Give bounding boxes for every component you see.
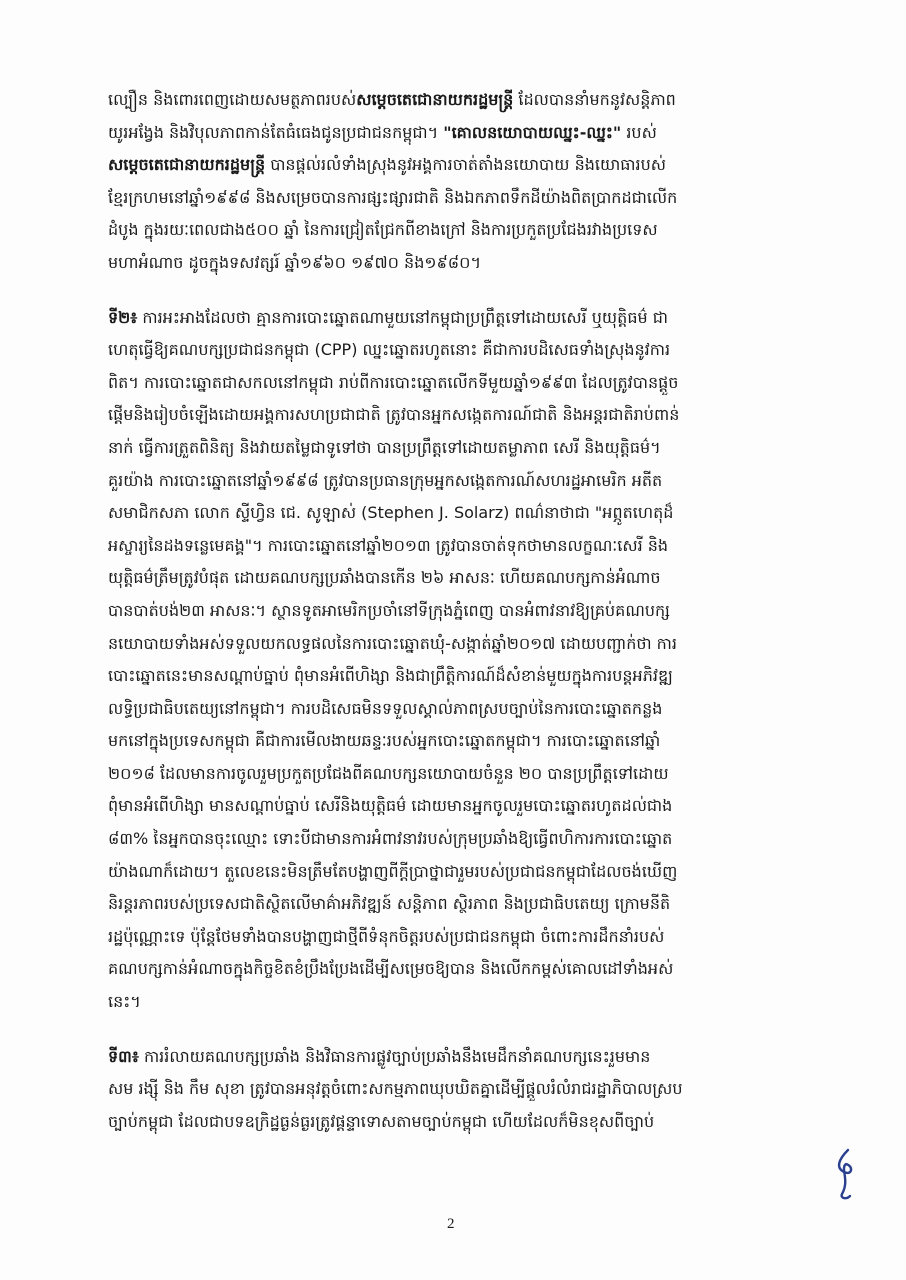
body-text: ២០១៨ ដែលមានការចូលរួមប្រកួតប្រជែងពីគណបក្សនយោបាយចំនួន ២០ បានប្រព្រឹត្តទៅដោយ	[108, 763, 669, 783]
body-text: ដែលបាននាំមកនូវសន្តិភាព	[513, 90, 676, 109]
body-text: យូរអង្វែង និងវិបុលភាពកាន់តែធំធេងជូនប្រជាជនកម្ពុជា។	[108, 122, 444, 142]
text-line	[108, 334, 802, 367]
text-line	[108, 628, 802, 661]
body-text: នាក់ ធ្វើការត្រួតពិនិត្យ និងវាយតម្លៃជាទូទៅថា បានប្រព្រឹត្តទៅដោយតម្លាភាព សេរី និងយុត្តិធម៌។	[108, 437, 661, 457]
emphasis-text: ទី២៖	[108, 307, 138, 327]
handwritten-initial-icon	[832, 1146, 862, 1202]
text-line	[108, 660, 802, 693]
text-line	[108, 1106, 802, 1139]
text-line	[108, 562, 802, 595]
body-text: នេះ។	[108, 992, 141, 1012]
text-line	[108, 790, 802, 823]
body-text: យ៉ាងណាក៏ដោយ។ តួលេខនេះមិនត្រឹមតែបង្ហាញពីក្តីប្រាថ្នាជារួមរបស់ប្រជាជនកម្ពុជាដែលចង់ឃើញ	[108, 861, 678, 881]
body-text: ខ្មែរក្រហមនៅឆ្នាំ១៩៩៨ និងសម្រេចបានការផ្សះផ្សារជាតិ និងឯកភាពទឹកដីយ៉ាងពិតប្រាកដជាលើក	[108, 187, 678, 207]
emphasis-text: សម្តេចតេជោនាយករដ្ឋមន្ត្រី	[356, 90, 514, 109]
text-line	[108, 693, 802, 726]
text-line	[108, 465, 802, 498]
emphasis-text: សម្តេចតេជោនាយករដ្ឋមន្ត្រី	[108, 155, 266, 175]
body-text: ច្បាប់កម្ពុជា ដែលជាបទឧក្រិដ្ឋធ្ងន់ធ្ងរត្រូវផ្តន្ទាទោសតាមច្បាប់កម្ពុជា ហើយដែលក៏មិនខុសពីច្បាប់	[108, 1111, 655, 1131]
body-text: និរន្តរភាពរបស់ប្រទេសជាតិស្ថិតលើមាគ៌ាអភិវឌ្ឍន៍ សន្តិភាព ស្ថិរភាព និងប្រជាធិបតេយ្យ ក្រោមនីតិ	[108, 894, 671, 914]
body-text: ហេតុធ្វើឱ្យគណបក្សប្រជាជនកម្ពុជា (CPP) ឈ្នះឆ្នោតរហូតនោះ គឺជាការបដិសេធទាំងស្រុងនូវការ	[108, 340, 671, 360]
body-text: ពុំមានអំពើហិង្សា មានសណ្តាប់ធ្នាប់ សេរីនិងយុត្តិធម៌ ដោយមានអ្នកចូលរួមបោះឆ្នោតរហូតដល់ជាង	[108, 796, 673, 816]
body-text: បានបាត់បង់២៣ អាសនៈ។ ស្ថានទូតអាមេរិកប្រចាំនៅទីក្រុងភ្នំពេញ បានអំពាវនាវឱ្យគ្រប់គណបក្ស	[108, 600, 670, 620]
text-line	[108, 399, 802, 432]
body-text: បានផ្តល់រលំទាំងស្រុងនូវអង្គការចាត់តាំងនយោបាយ និងយោធារបស់	[265, 155, 666, 175]
text-line	[108, 921, 802, 954]
paragraph-1	[108, 84, 802, 280]
text-line	[108, 149, 802, 182]
text-line	[108, 888, 802, 921]
body-text: បោះឆ្នោតនេះមានសណ្តាប់ធ្នាប់ ពុំមានអំពើហិង្សា និងជាព្រឹត្តិការណ៍ដ៏សំខាន់មួយក្នុងការបន្តអភិវឌ្ឍ	[108, 666, 673, 686]
text-line	[108, 530, 802, 563]
body-text: របស់	[621, 122, 657, 142]
text-line	[108, 725, 802, 758]
text-line	[108, 182, 802, 215]
text-line	[108, 1041, 802, 1074]
paragraph-2	[108, 302, 802, 1019]
body-text: គណបក្សកាន់អំណាចក្នុងកិច្ចខិតខំប្រឹងប្រែងដើម្បីសម្រេចឱ្យបាន និងលើកកម្ពស់គោលដៅទាំងអស់	[108, 959, 674, 979]
body-text: រដ្ឋប៉ុណ្ណោះទេ ប៉ុន្តែថែមទាំងបានបង្ហាញជាថ្មីពីទំនុកចិត្តរបស់ប្រជាជនកម្ពុជា ចំពោះការដឹកនាំរបស់	[108, 926, 665, 946]
body-text: ការអះអាងដែលថា គ្មានការបោះឆ្នោតណាមួយនៅកម្ពុជាប្រព្រឹត្តទៅដោយសេរី ឬយុត្តិធម៌ ជា	[137, 307, 668, 327]
text-line	[108, 856, 802, 889]
emphasis-text: "គោលនយោបាយឈ្នះ-ឈ្នះ"	[443, 122, 622, 142]
body-text: មកនៅក្នុងប្រទេសកម្ពុជា គឺជាការមើលងាយឆន្ទៈរបស់អ្នកបោះឆ្នោតកម្ពុជា។ ការបោះឆ្នោតនៅឆ្នាំ	[108, 731, 661, 751]
body-text: ៨៣% នៃអ្នកបានចុះឈ្មោះ ទោះបីជាមានការអំពាវនាវរបស់ក្រុមប្រឆាំងឱ្យធ្វើពហិការការបោះឆ្នោត	[108, 829, 673, 849]
body-text: ការរំលាយគណបក្សប្រឆាំង និងវិធានការផ្លូវច្បាប់ប្រឆាំងនឹងមេដឹកនាំគណបក្សនេះរួមមាន	[138, 1046, 651, 1066]
page-number: 2	[447, 1216, 455, 1232]
text-line	[108, 247, 802, 280]
document-body	[108, 84, 802, 1160]
body-text: នយោបាយទាំងអស់ទទួលយកលទ្ធផលនៃការបោះឆ្នោតឃុំ-សង្កាត់ឆ្នាំ២០១៧ ដោយបញ្ជាក់ថា ការ	[108, 633, 677, 653]
text-line	[108, 823, 802, 856]
body-text: លទ្ធិប្រជាធិបតេយ្យនៅកម្ពុជា។ ការបដិសេធមិនទទួលស្គាល់ភាពស្របច្បាប់នៃការបោះឆ្នោតកន្លង	[108, 698, 663, 718]
body-text: ល្បឿន និងពោរពេញដោយសមត្ថភាពរបស់	[108, 90, 357, 109]
body-text: ពិត។ ការបោះឆ្នោតជាសកលនៅកម្ពុជា រាប់ពីការបោះឆ្នោតលើកទីមួយឆ្នាំ១៩៩៣ ដែលត្រូវបានផ្តួច	[108, 372, 679, 392]
body-text: សមាជិកសភា លោក ស្ទីហ្វិន ជេ. សូឡាស់ (Stephen J. Solarz) ពណ៌នាថាជា "អព្ភូតហេតុដ៏	[108, 503, 674, 523]
text-line	[108, 84, 802, 117]
body-text: អស្ចារ្យនៃដងទន្លេមេគង្គ"។ ការបោះឆ្នោតនៅឆ្នាំ២០១៣ ត្រូវបានចាត់ទុកថាមានលក្ខណៈសេរី និង	[108, 535, 669, 555]
text-line	[108, 1073, 802, 1106]
text-line	[108, 117, 802, 150]
text-line	[108, 497, 802, 530]
text-line	[108, 986, 802, 1019]
body-text: ដំបូង ក្នុងរយៈពេលជាង៥០០ ឆ្នាំ នៃការជ្រៀតជ្រែកពីខាងក្រៅ និងការប្រកួតប្រជែងរវាងប្រទេស	[108, 220, 658, 240]
emphasis-text: ទី៣៖	[108, 1046, 139, 1066]
body-text: សម រង្ស៊ី និង កឹម សុខា ត្រូវបានអនុវត្តចំពោះសកម្មភាពឃុបឃិតគ្នាដើម្បីផ្តួលរំលំរាជរដ្ឋាភិបាលស្រប	[108, 1079, 683, 1099]
text-line	[108, 302, 802, 335]
text-line	[108, 595, 802, 628]
body-text: យុត្តិធម៌ត្រឹមត្រូវបំផុត ដោយគណបក្សប្រឆាំងបានកើន ២៦ អាសនៈ ហើយគណបក្សកាន់អំណាច	[108, 568, 661, 588]
text-line	[108, 432, 802, 465]
text-line	[108, 214, 802, 247]
body-text: ផ្តើមនិងរៀបចំឡើងដោយអង្គការសហប្រជាជាតិ ត្រូវបានអ្នកសង្កេតការណ៍ជាតិ និងអន្តរជាតិរាប់ពាន់	[108, 405, 680, 425]
paragraph-3	[108, 1041, 802, 1139]
text-line	[108, 953, 802, 986]
text-line	[108, 367, 802, 400]
text-line	[108, 758, 802, 791]
body-text: គួរយ៉ាង ការបោះឆ្នោតនៅឆ្នាំ១៩៩៨ ត្រូវបានប្រធានក្រុមអ្នកសង្កេតការណ៍សហរដ្ឋអាមេរិក អតីត	[108, 470, 663, 490]
body-text: មហាអំណាច ដូចក្នុងទសវត្សរ៍ ឆ្នាំ១៩៦០ ១៩៧០ និង១៩៨០។	[108, 252, 481, 272]
